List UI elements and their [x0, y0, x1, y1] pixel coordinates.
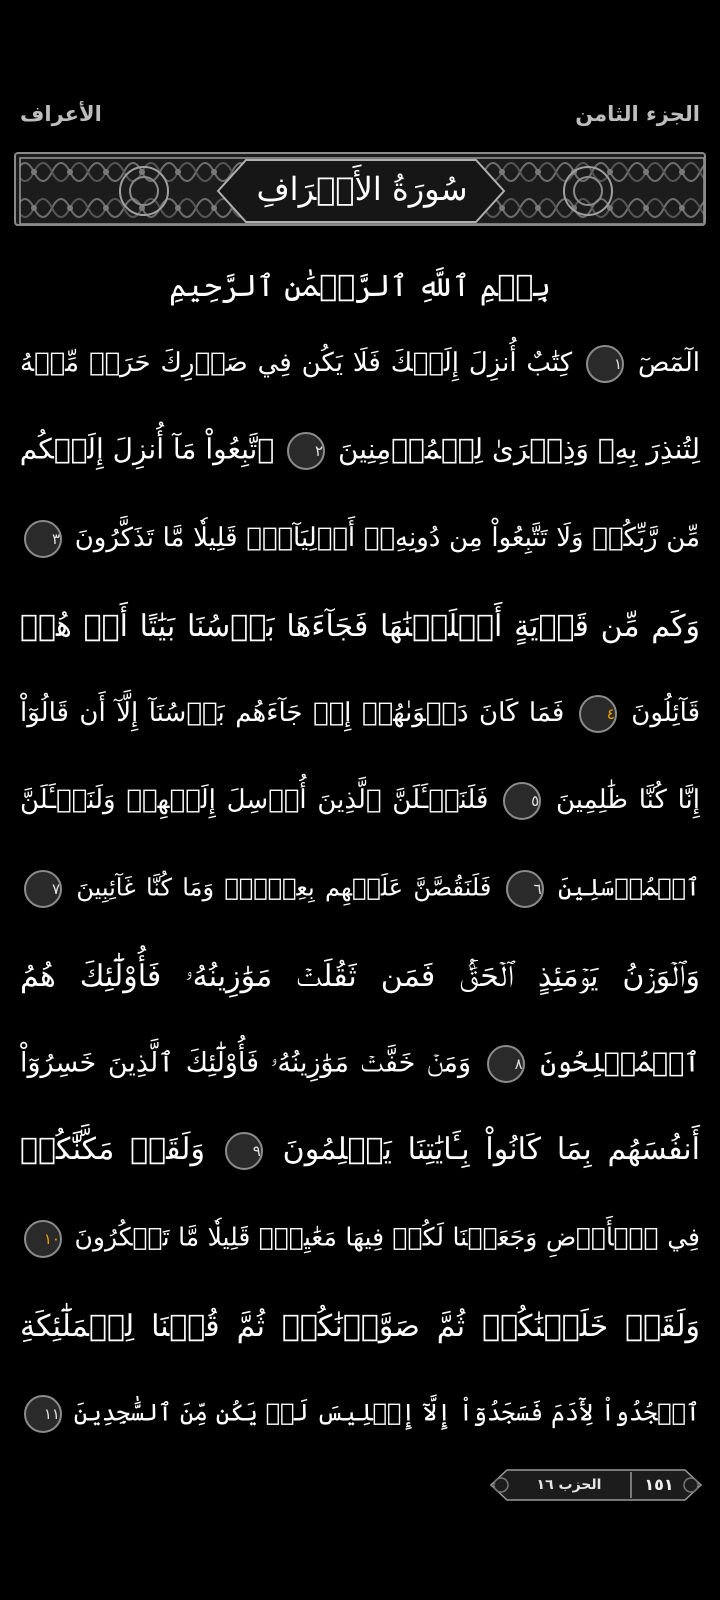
ayah-number-marker[interactable]: ٧: [24, 870, 62, 908]
hizb-label: الحزب ١٦: [536, 1477, 602, 1493]
ayah-number-marker[interactable]: ٩: [225, 1132, 263, 1170]
verse-segment: ٱسۡجُدُواْ لِأٓدَمَ فَسَجَدُوٓاْ إِلَّآ إِبۡلِيسَ لَمۡ يَكُن مِّنَ ٱلسَّٰجِدِينَ: [73, 1398, 700, 1427]
line-text: [20, 1395, 700, 1433]
text-line: [20, 583, 700, 671]
verse-segment: أَنفُسَهُم بِمَا كَانُواْ بِـَٔايَٰتِنَا يَظۡلِمُونَ: [282, 1132, 700, 1168]
verse-segment: فَلَنَسۡـَٔلَنَّ ٱلَّذِينَ أُرۡسِلَ إِلَيۡهِمۡ وَلَنَسۡـَٔلَنَّ: [20, 785, 489, 816]
verse-segment: فَلَنَقُصَّنَّ عَلَيۡهِم بِعِلۡمٖۖ وَمَا كُنَّا غَآئِبِينَ: [76, 873, 492, 902]
ayah-number-marker[interactable]: ٤: [579, 695, 617, 733]
text-line: [20, 845, 700, 933]
ayah-number-marker[interactable]: ١: [586, 345, 624, 383]
verse-segment: وَكَم مِّن قَرۡيَةٍ أَهۡلَكۡنَٰهَا فَجَآءَهَا بَأۡسُنَا بَيَٰتًا أَوۡ هُمۡ: [20, 608, 700, 644]
line-text: [20, 1132, 700, 1170]
verse-segment: فِي ٱلۡأَرۡضِ وَجَعَلۡنَا لَكُمۡ فِيهَا مَعَٰيِشَۗ قَلِيلٗا مَّا تَشۡكُرُونَ: [74, 1222, 700, 1252]
page-header: [20, 96, 700, 132]
line-text: [20, 345, 700, 383]
text-line: [20, 670, 700, 758]
surah-name-label: الأعراف: [20, 102, 102, 126]
juz-label: الجزء الثامن: [575, 102, 700, 126]
verse-segment: كِتَٰبٌ أُنزِلَ إِلَيۡكَ فَلَا يَكُن فِي صَدۡرِكَ حَرَجٞ مِّنۡهُ: [20, 347, 573, 378]
verse-segment: فَمَا كَانَ دَعۡوَىٰهُمۡ إِذۡ جَآءَهُم بَأۡسُنَآ إِلَّآ أَن قَالُوٓاْ: [20, 697, 565, 728]
surah-banner: [14, 152, 706, 226]
text-line: [20, 1283, 700, 1371]
line-text: [20, 1309, 700, 1344]
text-line: [20, 1020, 700, 1108]
page-footer: [489, 1468, 703, 1502]
text-line: [20, 758, 700, 846]
line-text: [20, 1045, 700, 1083]
line-text: [20, 959, 700, 994]
basmala: بِسۡمِ ٱللَّهِ ٱلرَّحۡمَٰنِ ٱلرَّحِيمِ: [169, 269, 551, 304]
ayah-number-marker[interactable]: ٦: [506, 870, 544, 908]
line-text: [20, 520, 700, 558]
verse-segment: ٱتَّبِعُواْ مَآ أُنزِلَ إِلَيۡكُم: [19, 432, 275, 466]
verse-segment: وَمَنۡ خَفَّتۡ مَوَٰزِينُهُۥ فَأُوْلَٰٓئِكَ ٱلَّذِينَ خَسِرُوٓاْ: [20, 1047, 472, 1079]
verse-segment: لِتُنذِرَ بِهِۦ وَذِكۡرَىٰ لِلۡمُؤۡمِنِينَ: [337, 432, 700, 466]
page-number: ١٥١: [644, 1475, 674, 1494]
surah-title: سُورَةُ الأَعۡرَافِ: [256, 170, 468, 208]
text-line: [20, 1195, 700, 1283]
verse-segment: مِّن رَّبِّكُمۡ وَلَا تَتَّبِعُواْ مِن دُونِهِۦٓ أَوۡلِيَآءَۗ قَلِيلٗا مَّا تَذَكَّرُونَ: [74, 522, 700, 553]
verse-segment: وَلَقَدۡ مَكَّنَّٰكُمۡ: [20, 1132, 205, 1168]
line-text: [20, 432, 700, 470]
text-line: [20, 933, 700, 1021]
line-text: [20, 695, 700, 733]
text-line: [20, 408, 700, 496]
verse-segment: الٓمٓصٓ: [637, 347, 700, 378]
verse-segment: قَآئِلُونَ: [631, 697, 701, 728]
verse-segment: وَٱلۡوَزۡنُ يَوۡمَئِذٍ ٱلۡحَقُّۚ فَمَن ثَقُلَتۡ مَوَٰزِينُهُۥ فَأُوْلَٰٓئِكَ هُمُ: [20, 958, 700, 994]
verse-segment: وَلَقَدۡ خَلَقۡنَٰكُمۡ ثُمَّ صَوَّرۡنَٰكُمۡ ثُمَّ قُلۡنَا لِلۡمَلَٰٓئِكَةِ: [20, 1308, 700, 1344]
text-line: [20, 320, 700, 408]
text-line: [20, 1108, 700, 1196]
ayah-number-marker[interactable]: ٣: [24, 520, 62, 558]
line-text: [20, 782, 700, 820]
verse-segment: ٱلۡمُفۡلِحُونَ: [540, 1047, 700, 1079]
ayah-number-marker[interactable]: ١١: [24, 1395, 62, 1433]
verse-segment: ٱلۡمُرۡسَلِينَ: [558, 873, 700, 902]
line-text: [20, 609, 700, 644]
text-line: [20, 1370, 700, 1458]
line-text: [20, 1220, 700, 1258]
ayah-number-marker[interactable]: ٢: [287, 432, 325, 470]
ayah-number-marker[interactable]: ٨: [487, 1045, 525, 1083]
quran-text: [20, 320, 700, 1458]
ayah-number-marker[interactable]: ٥: [503, 782, 541, 820]
ayah-number-marker[interactable]: ١٠: [24, 1220, 62, 1258]
line-text: [20, 870, 700, 908]
verse-segment: إِنَّا كُنَّا ظَٰلِمِينَ: [555, 785, 700, 816]
text-line: [20, 495, 700, 583]
